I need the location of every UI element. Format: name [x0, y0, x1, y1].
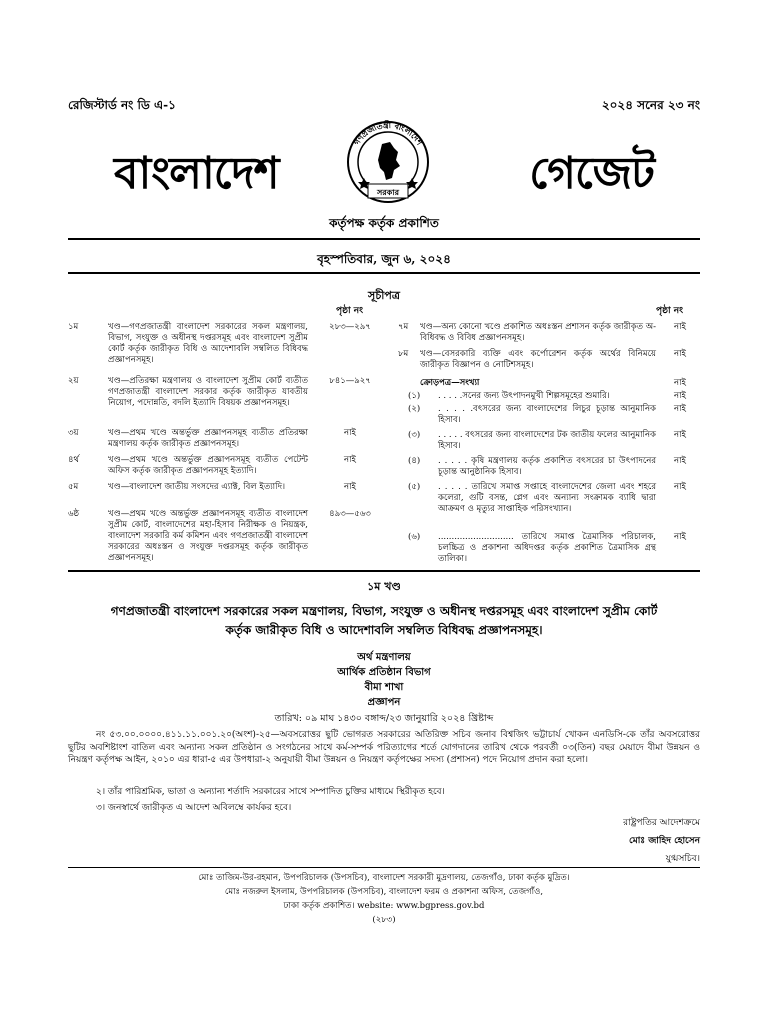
toc-text: . . . . . বৎসরের জন্য বাংলাদেশের টক জাতীয় ফলের আনুমানিক হিসাব।	[438, 430, 656, 451]
division-name: আর্থিক প্রতিষ্ঠান বিভাগ	[337, 667, 431, 678]
published-by: কর্তৃপক্ষ কর্তৃক প্রকাশিত	[329, 216, 439, 230]
toc-text: খণ্ড—বাংলাদেশ জাতীয় সংসদের এ্যাক্ট, বিল ইত্যাদি।	[108, 482, 286, 492]
toc-page: নাই	[674, 532, 686, 542]
toc-entry-left-3	[68, 428, 388, 452]
toc-text: খণ্ড—অন্য কোনো খণ্ডে প্রকাশিত অধঃস্তন প্রশাসন কর্তৃক জারীকৃত অ-বিধিবদ্ধ ও বিবিধ প্রজ্ঞাপনসমূহ।	[420, 322, 656, 343]
toc-page: নাই	[674, 430, 686, 440]
toc-text: . . . . .সনের জন্য উৎপাদনমুখী শিল্পসমূহের শুমারি।	[438, 391, 610, 401]
toc-page: ২৮৩—২৯৭	[329, 322, 371, 332]
divider	[68, 570, 700, 572]
toc-number: ৬ষ্ঠ	[68, 509, 80, 519]
seal-bottom-text: সরকার	[376, 188, 400, 197]
toc-text: খণ্ড—প্রথম খণ্ডে অন্তর্ভুক্ত প্রজ্ঞাপনসমূহ ব্যতীত পেটেন্ট অফিস কর্তৃক জারীকৃত প্রজ্ঞাপনসমূহ ইত্যাদি।	[108, 455, 308, 476]
footer	[68, 871, 700, 927]
section-title: ১ম খণ্ড	[367, 580, 401, 593]
toc-page: ৮৪১—৯২৭	[329, 376, 371, 386]
toc-number: (৪)	[408, 456, 421, 466]
toc-page: নাই	[674, 404, 686, 414]
masthead-title-right: গেজেট	[529, 148, 654, 199]
toc-number: (৩)	[408, 430, 421, 440]
toc-number: ১ম	[68, 322, 79, 332]
toc-number: ৪র্থ	[68, 455, 80, 465]
toc-number: (২)	[408, 404, 421, 414]
toc-number: ৩য়	[68, 428, 79, 438]
notice-paragraph-2: ২। তাঁর পারিশ্রমিক, ভাতা ও অন্যান্য শর্তাদি সরকারের সাথে সম্পাদিত চুক্তির মাধ্যমে স্থিরীকৃত হবে।	[96, 787, 445, 797]
toc-page: নাই	[674, 391, 686, 401]
toc-entry-left-1	[68, 322, 388, 370]
toc-page: নাই	[674, 482, 686, 492]
toc-text: খণ্ড—প্রথম খণ্ডে অন্তর্ভুক্ত প্রজ্ঞাপনসমূহ ব্যতীত প্রতিরক্ষা মন্ত্রণালয় কর্তৃক জারীকৃত প্রজ্ঞাপনসমূহ।	[108, 428, 308, 449]
contents-title: সূচীপত্র	[368, 289, 400, 302]
toc-number: (৬)	[408, 532, 421, 542]
page-number: (২৮৩)	[372, 915, 396, 925]
toc-text: খণ্ড—প্রতিরক্ষা মন্ত্রণালয় ও বাংলাদেশ সুপ্রীম কোর্ট ব্যতীত গণপ্রজাতন্ত্রী বাংলাদেশ সরকার কর্তৃক জারীকৃত যাবতীয় নিয়োগ, পদোন্নতি, বদলি ইত্যাদি বিষয়ক প্রজ্ঞাপনসমূহ।	[108, 376, 308, 408]
toc-text: . . . . . কৃষি মন্ত্রণালয় কর্তৃক প্রকাশিত বৎসরের চা উৎপাদনের চূড়ান্ত আনুষ্ঠানিক হিসাব।	[438, 456, 656, 477]
toc-number: ৫ম	[68, 482, 79, 492]
toc-page: নাই	[674, 456, 686, 466]
government-seal-icon	[328, 118, 448, 208]
registration-number: রেজিস্টার্ড নং ডি এ-১	[68, 98, 176, 112]
toc-page: ৪৯৩—৫৬৩	[329, 509, 371, 519]
toc-page: নাই	[674, 349, 686, 359]
signer-designation: যুগ্মসচিব।	[665, 854, 700, 864]
section-description	[68, 602, 700, 640]
toc-text: খণ্ড—বেসরকারি ব্যক্তি এবং কর্পোরেশন কর্তৃক অর্থের বিনিময়ে জারীকৃত বিজ্ঞাপন ও নোটিশসমূহ।	[420, 349, 656, 370]
toc-text: ............................ তারিখে সমাপ্ত ত্রৈমাসিক পরিচালক, চলচ্চিত্র ও প্রকাশনা অধিদপ্তর কর্তৃক প্রকাশিত ত্রৈমাসিক গ্রন্থ তালিকা।	[438, 532, 656, 564]
order-by: রাষ্ট্রপতির আদেশক্রমে	[623, 818, 700, 828]
toc-text: খণ্ড—প্রথম খণ্ডে অন্তর্ভুক্ত প্রজ্ঞাপনসমূহ ব্যতীত বাংলাদেশ সুপ্রীম কোর্ট, বাংলাদেশের মহা-হিসাব নিরীক্ষক ও নিয়ন্ত্রক, বাংলাদেশ সরকারি কর্ম কমিশন এবং গণপ্রজাতন্ত্রী বাংলাদেশ সরকারের অধঃস্তন ও সংযুক্ত দপ্তরসমূহ কর্তৃক জারীকৃত প্রজ্ঞাপনসমূহ।	[108, 509, 308, 563]
toc-number: ৭ম	[398, 322, 409, 332]
notice-paragraph-1: নং ৫৩.০০.০০০০.৪১১.১১.০০১.২০(অংশ)-২৫—অবসরোত্তর ছুটি ভোগরত সরকারের অতিরিক্ত সচিব জনাব বিশ্বজিৎ ভট্টাচার্য খোকন এনডিসি-কে তাঁর অবসরোত্তর ছুটির অবশিষ্টাংশ বাতিল এবং অন্যান্য সকল প্রতিষ্ঠান ও সংগঠনের সাথে কর্ম-সম্পর্ক পরিত্যাগের শর্তে যোগদানের তারিখ থেকে পরবর্তী ০৩(তিন) বছর মেয়াদে বীমা উন্নয়ন ও নিয়ন্ত্রণ কর্তৃপক্ষ আইন, ২০১০ এর ধারা-৫ এর উপধারা-২ অনুযায়ী বীমা উন্নয়ন ও নিয়ন্ত্রণ কর্তৃপক্ষের সদস্য (প্রশাসন) পদে নিয়োগ প্রদান করা হলো।	[68, 730, 700, 765]
toc-text: . . . . . তারিখে সমাপ্ত সপ্তাহে বাংলাদেশের জেলা এবং শহরে কলেরা, গুটি বসন্ত, প্লেগ এবং অন্যান্য সংক্রামক ব্যাধি দ্বারা আক্রমণ ও মৃত্যুর সাপ্তাহিক পরিসংখ্যান।	[438, 482, 656, 514]
branch-name: বীমা শাখা	[364, 682, 404, 693]
page-no-header-right: পৃষ্ঠা নং	[656, 306, 683, 316]
footer-published-by: মোঃ নজরুল ইসলাম, উপপরিচালক (উপসচিব), বাংলাদেশ ফরম ও প্রকাশনা অফিস, তেজগাঁও,	[224, 887, 544, 897]
notice-paragraph-3: ৩। জনস্বার্থে জারীকৃত এ আদেশ অবিলম্বে কার্যকর হবে।	[96, 803, 292, 813]
toc-entry-left-6	[68, 509, 388, 567]
toc-entry-left-2	[68, 376, 388, 420]
toc-number: ৮ম	[398, 349, 409, 359]
toc-entry-right-7	[398, 322, 700, 346]
toc-page: নাই	[344, 428, 356, 438]
masthead-title-left: বাংলাদেশ	[114, 148, 279, 199]
ministry-name: অর্থ মন্ত্রণালয়	[357, 652, 411, 663]
page-no-header-left: পৃষ্ঠা নং	[336, 306, 363, 316]
toc-entry-right-8	[398, 349, 700, 373]
seal-top-text: গণপ্রজাতন্ত্রী বাংলাদেশ	[352, 120, 424, 147]
toc-supplement-6	[398, 532, 700, 568]
masthead	[68, 118, 700, 208]
footer-printed-by: মোঃ তাজিম-উর-রহমান, উপপরিচালক (উপসচিব), বাংলাদেশ সরকারী মুদ্রণালয়, তেজগাঁও, ঢাকা কর্তৃক মুদ্রিত।	[198, 873, 570, 883]
notice-date: তারিখ: ০৯ মাঘ ১৪৩০ বঙ্গাব্দ/২৩ জানুয়ারি ২০২৪ খ্রিষ্টাব্দ	[274, 713, 494, 724]
toc-supplement-3	[398, 430, 700, 454]
toc-entry-left-5	[68, 482, 388, 506]
section-desc-line: কর্তৃক জারীকৃত বিধি ও আদেশাবলি সম্বলিত বিধিবদ্ধ প্রজ্ঞাপনসমূহ।	[225, 623, 543, 637]
toc-supplement-1	[398, 391, 700, 403]
toc-page: নাই	[674, 378, 686, 388]
toc-entry-left-4	[68, 455, 388, 479]
divider	[68, 867, 700, 868]
toc-number: ২য়	[68, 376, 79, 386]
supplement-heading	[398, 378, 700, 390]
issue-date: বৃহস্পতিবার, জুন ৬, ২০২৪	[317, 252, 451, 266]
toc-text: খণ্ড—গণপ্রজাতন্ত্রী বাংলাদেশ সরকারের সকল মন্ত্রণালয়, বিভাগ, সংযুক্ত ও অধীনস্থ দপ্তরসমূহ এবং বাংলাদেশ সুপ্রীম কোর্ট কর্তৃক জারীকৃত বিধি ও আদেশাবলি সম্বলিত বিধিবদ্ধ প্রজ্ঞাপনসমূহ।	[108, 322, 308, 365]
toc-page: নাই	[674, 322, 686, 332]
issue-number: ২০২৪ সনের ২৩ নং	[601, 98, 700, 112]
toc-page: নাই	[344, 482, 356, 492]
toc-supplement-4	[398, 456, 700, 480]
section-desc-line: গণপ্রজাতন্ত্রী বাংলাদেশ সরকারের সকল মন্ত্রণালয়, বিভাগ, সংযুক্ত ও অধীনস্থ দপ্তরসমূহ এবং বাংলাদেশ সুপ্রীম কোর্ট	[110, 604, 658, 618]
toc-text: . . . . .বৎসরের জন্য বাংলাদেশের লিচুর চূড়ান্ত আনুমানিক হিসাব।	[438, 404, 656, 425]
toc-number: (৫)	[408, 482, 421, 492]
divider	[68, 272, 700, 274]
notice-heading: প্রজ্ঞাপন	[367, 697, 401, 708]
signer-name: মোঃ জাহিদ হোসেন	[629, 836, 700, 846]
toc-number: (১)	[408, 391, 421, 401]
footer-website: ঢাকা কর্তৃক প্রকাশিত। website: www.bgpress.gov.bd	[283, 901, 485, 911]
toc-supplement-5	[398, 482, 700, 528]
divider	[68, 238, 700, 240]
toc-page: নাই	[344, 455, 356, 465]
toc-supplement-2	[398, 404, 700, 428]
supplement-title: ক্রোড়পত্র—সংখ্যা	[420, 378, 480, 388]
